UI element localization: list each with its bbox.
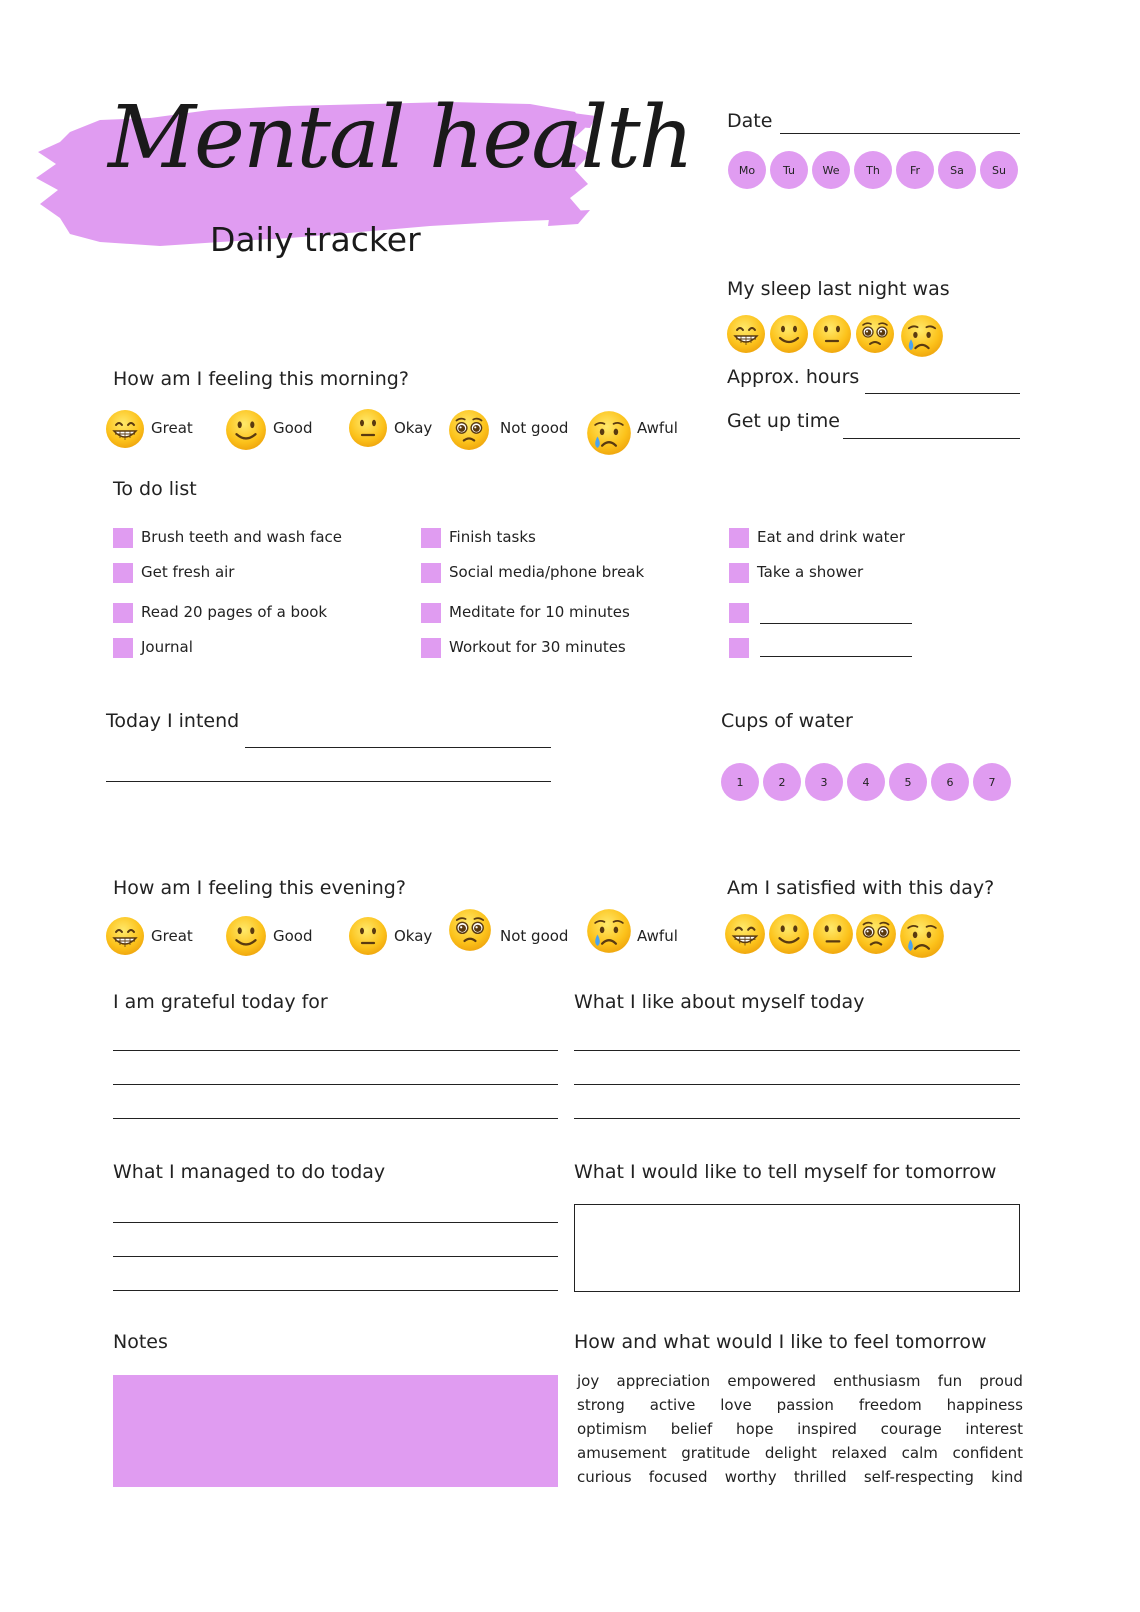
evening-mood-label: How am I feeling this evening? bbox=[113, 877, 406, 899]
feeling-word[interactable]: relaxed bbox=[831, 1444, 888, 1462]
grateful-label: I am grateful today for bbox=[113, 991, 328, 1013]
feeling-word[interactable]: kind bbox=[991, 1468, 1023, 1486]
feeling-words-row bbox=[577, 1468, 1023, 1486]
feeling-word[interactable]: freedom bbox=[858, 1396, 922, 1414]
todo-item: Eat and drink water bbox=[757, 528, 905, 546]
day-fr[interactable]: Fr bbox=[896, 151, 934, 189]
page-subtitle: Daily tracker bbox=[210, 220, 421, 259]
feeling-word[interactable]: worthy bbox=[724, 1468, 777, 1486]
managed-line[interactable] bbox=[113, 1290, 558, 1291]
date-label: Date bbox=[727, 110, 773, 132]
todo-checkbox[interactable] bbox=[421, 563, 441, 583]
feeling-word[interactable]: courage bbox=[880, 1420, 942, 1438]
feeling-word[interactable]: delight bbox=[764, 1444, 817, 1462]
pleading-face-icon[interactable] bbox=[448, 409, 490, 451]
grateful-line[interactable] bbox=[113, 1118, 558, 1119]
feeling-word[interactable]: calm bbox=[901, 1444, 938, 1462]
managed-line[interactable] bbox=[113, 1222, 558, 1223]
feeling-word[interactable]: fun bbox=[937, 1372, 963, 1390]
mood-great-label: Great bbox=[151, 927, 193, 945]
day-su[interactable]: Su bbox=[980, 151, 1018, 189]
todo-label: To do list bbox=[113, 478, 197, 500]
grateful-line[interactable] bbox=[113, 1050, 558, 1051]
intend-line[interactable] bbox=[245, 747, 551, 748]
water-label: Cups of water bbox=[721, 710, 853, 732]
feeling-word[interactable]: joy bbox=[577, 1372, 600, 1390]
like-myself-line[interactable] bbox=[574, 1118, 1020, 1119]
todo-checkbox[interactable] bbox=[113, 603, 133, 623]
smiling-face-icon[interactable] bbox=[225, 915, 267, 957]
intend-label: Today I intend bbox=[106, 710, 240, 732]
todo-item: Workout for 30 minutes bbox=[449, 638, 626, 656]
todo-checkbox[interactable] bbox=[421, 603, 441, 623]
sleep-label: My sleep last night was bbox=[727, 278, 950, 300]
feeling-word[interactable]: proud bbox=[979, 1372, 1023, 1390]
todo-checkbox[interactable] bbox=[729, 603, 749, 623]
feeling-word[interactable]: interest bbox=[965, 1420, 1023, 1438]
feeling-word[interactable]: empowered bbox=[727, 1372, 817, 1390]
mood-not-good-label: Not good bbox=[500, 927, 569, 945]
feeling-words-row bbox=[577, 1372, 1023, 1390]
tell-tomorrow-box[interactable] bbox=[574, 1204, 1020, 1292]
day-th[interactable]: Th bbox=[854, 151, 892, 189]
approx-hours-label: Approx. hours bbox=[727, 366, 860, 388]
feeling-word[interactable]: passion bbox=[776, 1396, 834, 1414]
mood-awful-label: Awful bbox=[637, 927, 678, 945]
crying-face-icon[interactable] bbox=[899, 913, 945, 959]
neutral-face-icon[interactable] bbox=[348, 408, 388, 448]
like-myself-label: What I like about myself today bbox=[574, 991, 865, 1013]
mood-good-label: Good bbox=[273, 419, 313, 437]
page-title: Mental health bbox=[108, 88, 693, 188]
todo-checkbox[interactable] bbox=[729, 563, 749, 583]
feeling-word[interactable]: appreciation bbox=[616, 1372, 711, 1390]
water-cup[interactable]: 4 bbox=[847, 763, 885, 801]
todo-checkbox[interactable] bbox=[113, 528, 133, 548]
mood-awful-label: Awful bbox=[637, 419, 678, 437]
feeling-word[interactable]: enthusiasm bbox=[833, 1372, 921, 1390]
date-input-line[interactable] bbox=[780, 133, 1020, 134]
feeling-word[interactable]: happiness bbox=[946, 1396, 1023, 1414]
grinning-face-icon[interactable] bbox=[105, 409, 145, 449]
feeling-word[interactable]: focused bbox=[648, 1468, 708, 1486]
water-cup[interactable]: 5 bbox=[889, 763, 927, 801]
feeling-word[interactable]: strong bbox=[577, 1396, 625, 1414]
feeling-word[interactable]: love bbox=[720, 1396, 752, 1414]
morning-mood-label: How am I feeling this morning? bbox=[113, 368, 409, 390]
feeling-word[interactable]: confident bbox=[952, 1444, 1023, 1462]
grateful-line[interactable] bbox=[113, 1084, 558, 1085]
neutral-face-icon[interactable] bbox=[348, 916, 388, 956]
notes-label: Notes bbox=[113, 1331, 168, 1353]
feeling-word[interactable]: active bbox=[649, 1396, 696, 1414]
todo-custom-line[interactable] bbox=[760, 656, 912, 657]
crying-face-icon[interactable] bbox=[900, 314, 944, 358]
feeling-word[interactable]: hope bbox=[736, 1420, 774, 1438]
todo-item: Journal bbox=[141, 638, 193, 656]
managed-line[interactable] bbox=[113, 1256, 558, 1257]
todo-checkbox[interactable] bbox=[729, 638, 749, 658]
todo-item: Read 20 pages of a book bbox=[141, 603, 328, 621]
smiling-face-icon[interactable] bbox=[769, 314, 809, 354]
feel-tomorrow-label: How and what would I like to feel tomorrow bbox=[574, 1331, 987, 1353]
todo-item: Meditate for 10 minutes bbox=[449, 603, 630, 621]
intend-line[interactable] bbox=[106, 781, 551, 782]
grinning-face-icon[interactable] bbox=[105, 916, 145, 956]
smiling-face-icon[interactable] bbox=[768, 913, 810, 955]
grinning-face-icon[interactable] bbox=[726, 314, 766, 354]
mood-okay-label: Okay bbox=[394, 419, 433, 437]
feeling-word[interactable]: thrilled bbox=[793, 1468, 847, 1486]
water-cup[interactable]: 6 bbox=[931, 763, 969, 801]
tell-tomorrow-label: What I would like to tell myself for tomorrow bbox=[574, 1161, 997, 1183]
smiling-face-icon[interactable] bbox=[225, 409, 267, 451]
feeling-words-row bbox=[577, 1396, 1023, 1414]
feeling-word[interactable]: inspired bbox=[797, 1420, 857, 1438]
pleading-face-icon[interactable] bbox=[855, 314, 895, 354]
todo-checkbox[interactable] bbox=[113, 563, 133, 583]
day-sa[interactable]: Sa bbox=[938, 151, 976, 189]
managed-label: What I managed to do today bbox=[113, 1161, 386, 1183]
todo-item: Social media/phone break bbox=[449, 563, 645, 581]
feeling-word[interactable]: optimism bbox=[577, 1420, 647, 1438]
todo-checkbox[interactable] bbox=[729, 528, 749, 548]
neutral-face-icon[interactable] bbox=[812, 314, 852, 354]
notes-area[interactable] bbox=[113, 1375, 558, 1487]
day-tu[interactable]: Tu bbox=[770, 151, 808, 189]
grinning-face-icon[interactable] bbox=[724, 913, 766, 955]
approx-hours-line[interactable] bbox=[865, 393, 1020, 394]
mood-okay-label: Okay bbox=[394, 927, 433, 945]
like-myself-line[interactable] bbox=[574, 1050, 1020, 1051]
todo-checkbox[interactable] bbox=[113, 638, 133, 658]
crying-face-icon[interactable] bbox=[586, 908, 632, 954]
crying-face-icon[interactable] bbox=[586, 410, 632, 456]
todo-checkbox[interactable] bbox=[421, 638, 441, 658]
day-we[interactable]: We bbox=[812, 151, 850, 189]
pleading-face-icon[interactable] bbox=[855, 913, 897, 955]
feeling-words-row bbox=[577, 1444, 1023, 1462]
mood-good-label: Good bbox=[273, 927, 313, 945]
water-cup[interactable]: 3 bbox=[805, 763, 843, 801]
water-cup[interactable]: 1 bbox=[721, 763, 759, 801]
todo-item: Brush teeth and wash face bbox=[141, 528, 343, 546]
feeling-word[interactable]: self-respecting bbox=[863, 1468, 974, 1486]
feeling-word[interactable]: belief bbox=[670, 1420, 713, 1438]
feeling-words-row bbox=[577, 1420, 1023, 1438]
get-up-time-line[interactable] bbox=[843, 438, 1020, 439]
like-myself-line[interactable] bbox=[574, 1084, 1020, 1085]
todo-item: Get fresh air bbox=[141, 563, 235, 581]
pleading-face-icon[interactable] bbox=[448, 908, 492, 952]
feeling-word[interactable]: amusement bbox=[577, 1444, 667, 1462]
water-cup[interactable]: 7 bbox=[973, 763, 1011, 801]
day-mo[interactable]: Mo bbox=[728, 151, 766, 189]
mood-great-label: Great bbox=[151, 419, 193, 437]
todo-item: Take a shower bbox=[757, 563, 864, 581]
mood-not-good-label: Not good bbox=[500, 419, 569, 437]
todo-item: Finish tasks bbox=[449, 528, 536, 546]
neutral-face-icon[interactable] bbox=[812, 913, 854, 955]
todo-custom-line[interactable] bbox=[760, 623, 912, 624]
get-up-time-label: Get up time bbox=[727, 410, 840, 432]
satisfied-label: Am I satisfied with this day? bbox=[727, 877, 995, 899]
feeling-word[interactable]: gratitude bbox=[681, 1444, 751, 1462]
water-cup[interactable]: 2 bbox=[763, 763, 801, 801]
feeling-word[interactable]: curious bbox=[577, 1468, 632, 1486]
todo-checkbox[interactable] bbox=[421, 528, 441, 548]
